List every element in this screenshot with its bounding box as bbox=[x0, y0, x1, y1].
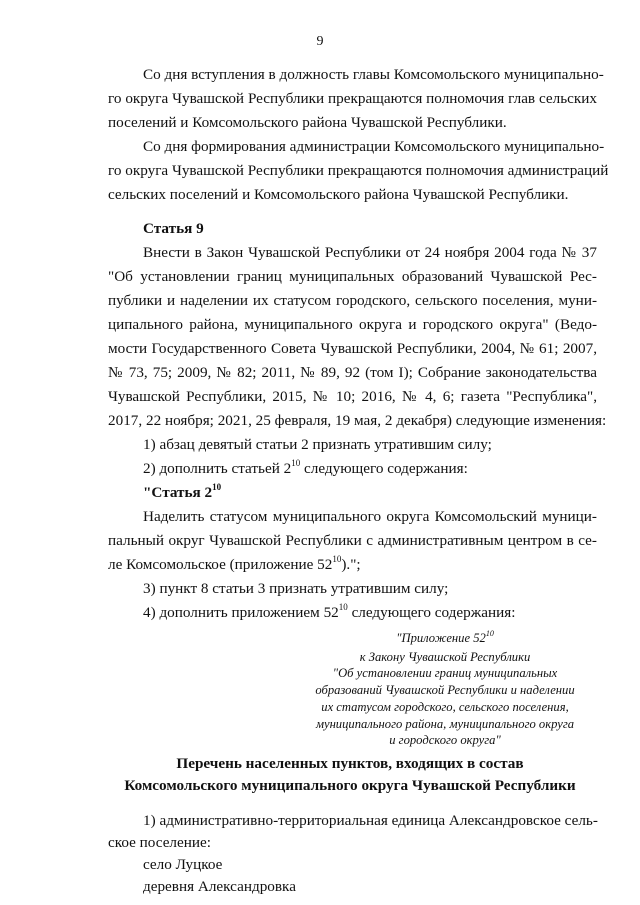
appendix-line-7: и городского округа" bbox=[389, 733, 501, 748]
article-9-line-1: Внести в Закон Чувашской Республики от 24 ноября 2004 года № 37 bbox=[143, 244, 597, 261]
paragraph-2-line-3: сельских поселений и Комсомольского района Чувашской Республики. bbox=[108, 186, 569, 203]
appendix-line-2: к Закону Чувашской Республики bbox=[359, 649, 531, 664]
list-line-2: ское поселение: bbox=[108, 834, 211, 851]
item-4-superscript: 10 bbox=[338, 602, 348, 612]
appendix-line-6: муниципального района, муниципального округа bbox=[315, 716, 575, 731]
item-4: 4) дополнить приложением $52^{10}$ следующего содержания: bbox=[143, 602, 516, 621]
article-9-line-5: мости Государственного Совета Чувашской Республики, 2004, № 61; 2007, bbox=[108, 340, 597, 357]
article-2-10-superscript: 10 bbox=[212, 482, 222, 492]
article-2-10-line-3: ле Комсомольское (приложение $52^{10}$)."; bbox=[108, 554, 361, 573]
article-9-heading: Статья 9 bbox=[143, 220, 204, 237]
appendix-line-4: образований Чувашской Республики и наделении bbox=[315, 683, 575, 698]
article-9-line-8: 2017, 22 ноября; 2021, 25 февраля, 19 мая, 2 декабря) следующие изменения: bbox=[108, 412, 607, 429]
appendix-line-3: "Об установлении границ муниципальных bbox=[332, 666, 558, 681]
article-2-10-line-3-superscript: 10 bbox=[332, 554, 342, 564]
paragraph-1-line-3: поселений и Комсомольского района Чувашской Республики. bbox=[108, 114, 507, 131]
list-line-3: село Луцкое bbox=[143, 856, 223, 873]
paragraph-1-line-1: Со дня вступления в должность главы Комсомольского муниципально- bbox=[143, 66, 604, 83]
paragraph-2-line-1: Со дня формирования администрации Комсомольского муниципально- bbox=[143, 138, 605, 155]
article-9-line-6: № 73, 75; 2009, № 82; 2011, № 89, 92 (том I); Собрание законодательства bbox=[108, 364, 597, 381]
list-line-1: 1) административно-территориальная единица Александровское сель- bbox=[143, 812, 598, 829]
page-number: 9 bbox=[316, 34, 324, 49]
list-title-line-1: Перечень населенных пунктов, входящих в состав bbox=[176, 755, 524, 772]
article-9-line-4: ципального района, муниципального округа и городского округа" (Ведо- bbox=[108, 316, 597, 333]
article-9-line-7: Чувашской Республики, 2015, № 10; 2016, № 4, 6; газета "Республика", bbox=[108, 388, 597, 405]
appendix-header bbox=[290, 630, 600, 749]
appendix-superscript: 10 bbox=[485, 629, 494, 638]
list-line-4: деревня Александровка bbox=[143, 878, 296, 895]
appendix-line-5: их статусом городского, сельского поселения, bbox=[321, 699, 569, 714]
list-title-line-2: Комсомольского муниципального округа Чувашской Республики bbox=[124, 777, 576, 794]
item-1: 1) абзац девятый статьи 2 признать утратившим силу; bbox=[143, 436, 492, 453]
item-2-superscript: 10 bbox=[291, 458, 301, 468]
article-9-line-2: "Об установлении границ муниципальных образований Чувашской Рес- bbox=[108, 268, 597, 285]
article-9-line-3: публики и наделении их статусом городского, сельского поселения, муни- bbox=[108, 292, 597, 309]
article-2-10-heading: "Статья $2^{10}$ bbox=[143, 482, 222, 501]
paragraph-2-line-2: го округа Чувашской Республики прекращаются полномочия администраций bbox=[108, 162, 609, 179]
article-2-10-line-1: Наделить статусом муниципального округа Комсомольский муници- bbox=[143, 508, 597, 525]
item-3: 3) пункт 8 статьи 3 признать утратившим силу; bbox=[143, 580, 449, 597]
paragraph-1-line-2: го округа Чувашской Республики прекращаются полномочия глав сельских bbox=[108, 90, 597, 107]
appendix-line-1: "Приложение $52^{10}$ bbox=[396, 629, 494, 645]
item-2: 2) дополнить статьей $2^{10}$ следующего содержания: bbox=[143, 458, 468, 477]
article-2-10-line-2: пальный округ Чувашской Республики с административным центром в се- bbox=[108, 532, 597, 549]
